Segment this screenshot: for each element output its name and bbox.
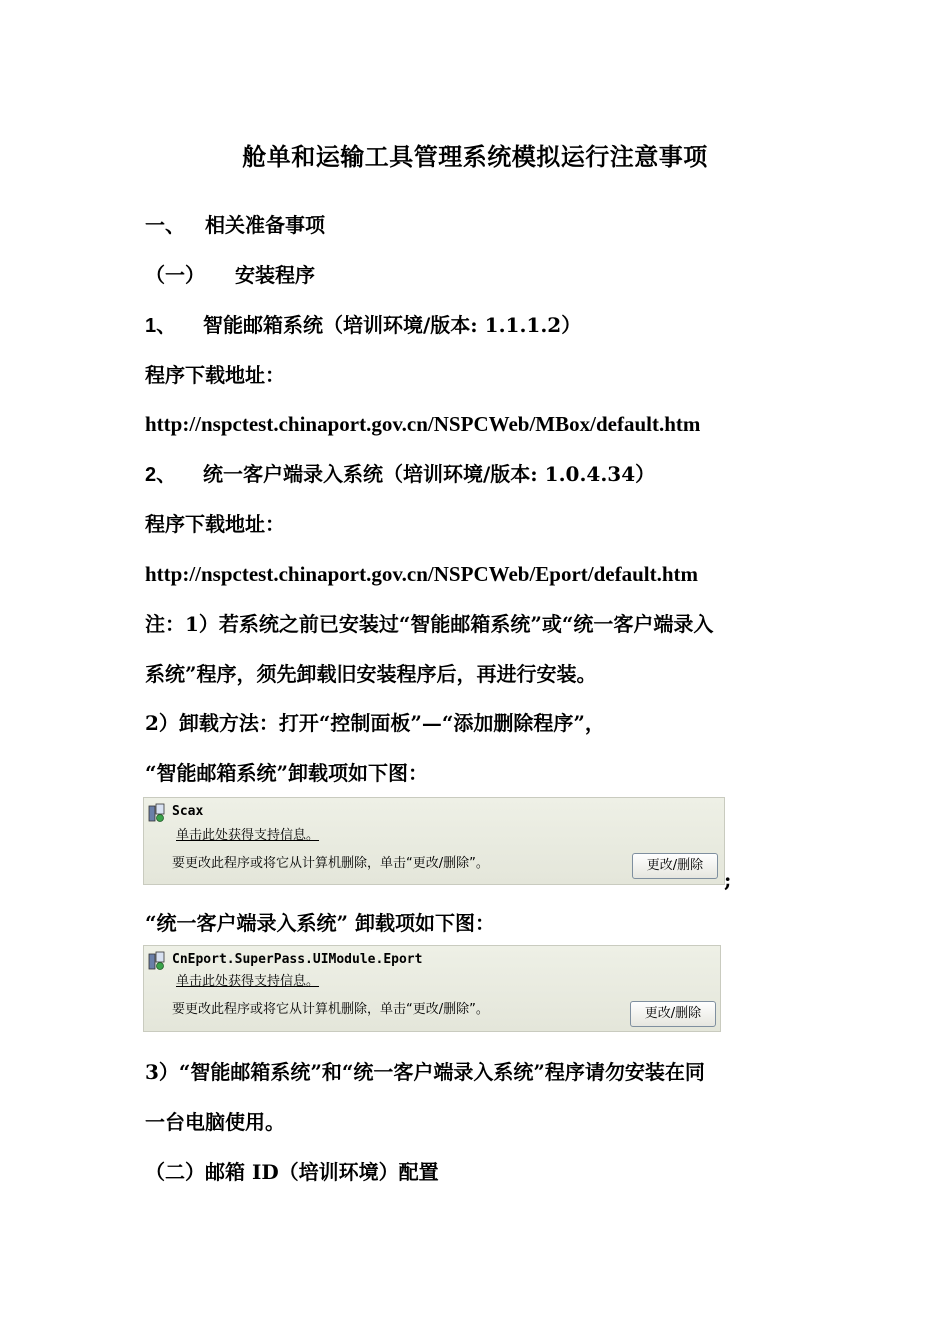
subsection-label: 安装程序: [235, 263, 315, 287]
section-heading-1: [145, 211, 325, 239]
change-remove-hint: 要更改此程序或将它从计算机删除，单击“更改/删除”。: [172, 856, 489, 871]
item-label: 统一客户端录入系统（培训环境/版本: 1.0.4.34）: [203, 462, 656, 486]
caption-mailbox-uninstall: “智能邮箱系统”卸载项如下图：: [145, 761, 429, 785]
note-1-line-1: 注：1）若系统之前已安装过“智能邮箱系统”或“统一客户端录入: [145, 612, 714, 636]
note-3-line-1: 3）“智能邮箱系统”和“统一客户端录入系统”程序请勿安装在同: [145, 1060, 705, 1084]
item-2: [145, 460, 655, 489]
download-url-link[interactable]: http://nspctest.chinaport.gov.cn/NSPCWeb/MBox/default.htm: [145, 412, 701, 436]
item-number: 2、: [145, 464, 177, 486]
item-1: [145, 311, 581, 340]
subsection-number: （一）: [145, 263, 205, 287]
download-url-link[interactable]: http://nspctest.chinaport.gov.cn/NSPCWeb/Eport/default.htm: [145, 562, 699, 586]
uninstall-panel-mailbox: [143, 797, 725, 885]
section-label: 相关准备事项: [205, 213, 325, 237]
semicolon: ;: [724, 868, 732, 892]
note-2: 2）卸载方法：打开“控制面板”—“添加删除程序”，: [145, 711, 605, 735]
item-number: 1、: [145, 315, 177, 337]
change-remove-button[interactable]: 更改/删除: [630, 1001, 716, 1027]
change-remove-button[interactable]: 更改/删除: [632, 853, 718, 879]
program-name: Scax: [172, 804, 204, 819]
support-info-link[interactable]: 单击此处获得支持信息。: [176, 974, 320, 989]
subsection-heading-2: （二）邮箱 ID（培训环境）配置: [145, 1160, 439, 1184]
installer-icon: [148, 803, 166, 823]
program-name: CnEport.SuperPass.UIModule.Eport: [172, 952, 423, 967]
section-number: 一、: [145, 213, 185, 237]
note-3-line-2: 一台电脑使用。: [145, 1110, 285, 1134]
item-label: 智能邮箱系统（培训环境/版本: 1.1.1.2）: [203, 313, 582, 337]
support-info-link[interactable]: 单击此处获得支持信息。: [176, 828, 320, 843]
document-title: 舱单和运输工具管理系统模拟运行注意事项: [242, 142, 708, 171]
installer-icon: [148, 951, 166, 971]
change-remove-hint: 要更改此程序或将它从计算机删除，单击“更改/删除”。: [172, 1002, 489, 1017]
subsection-heading-1: [145, 261, 315, 289]
note-1-line-2: 系统”程序，须先卸载旧安装程序后，再进行安装。: [145, 662, 597, 686]
uninstall-panel-eport: [143, 945, 721, 1032]
caption-eport-uninstall: “统一客户端录入系统” 卸载项如下图：: [145, 911, 495, 935]
download-label: 程序下载地址：: [145, 363, 285, 387]
download-label: 程序下载地址：: [145, 512, 285, 536]
